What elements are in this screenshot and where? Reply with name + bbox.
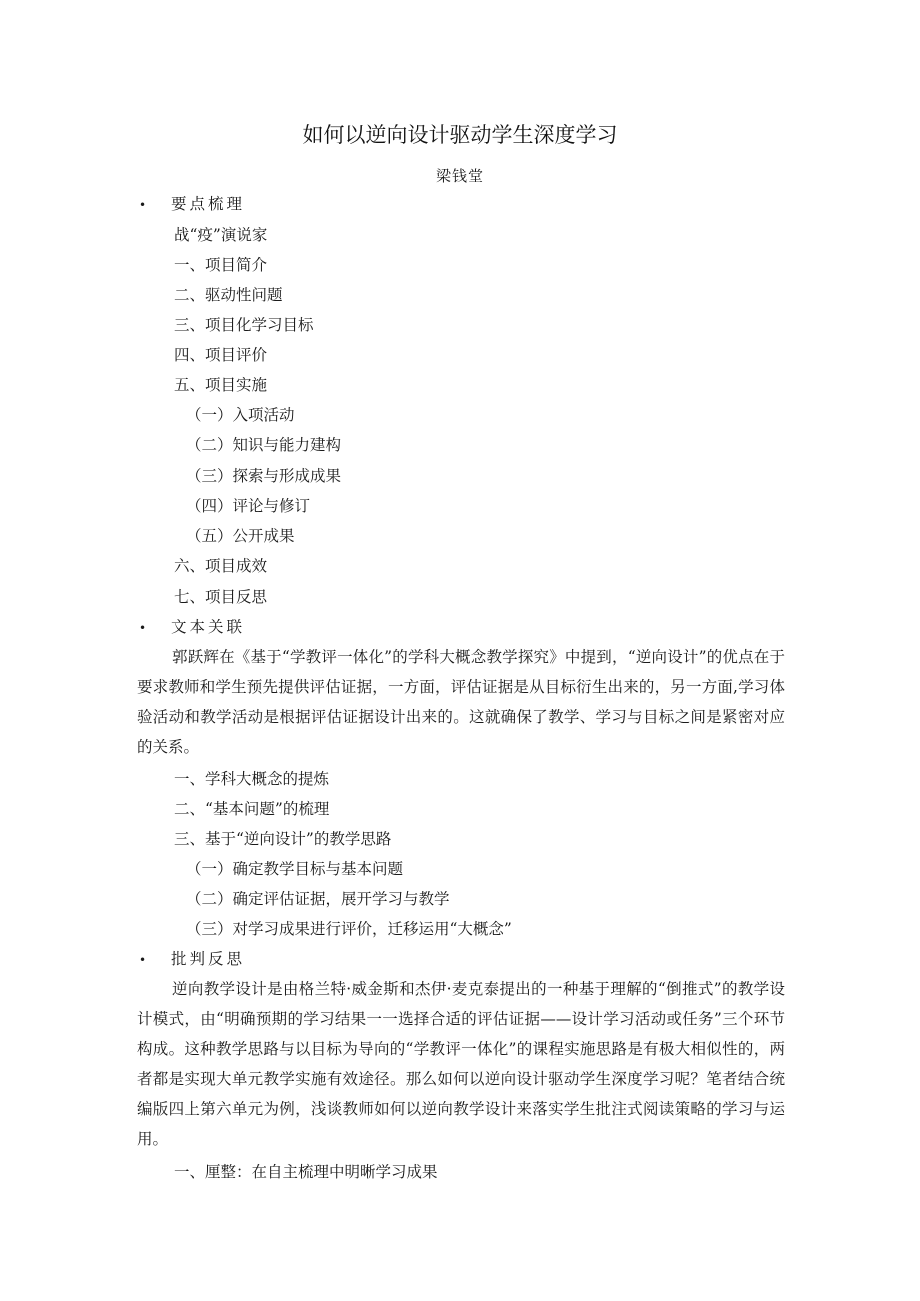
outline-subitem: （五）公开成果 <box>186 527 295 545</box>
outline-item: 一、项目简介 <box>174 256 268 274</box>
section-heading: 文本关联 <box>171 618 246 636</box>
outline-subitem: （三）对学习成果进行评价，迁移运用“大概念” <box>186 920 512 938</box>
body-paragraph: 郭跃辉在《基于“学教评一体化”的学科大概念教学探究》中提到，“逆向设计”的优点在于要求教师和学生预先提供评估证据，一方面，评估证据是从目标衍生出来的，另一方面,学习体验活动和教学活动是根据评估证据设计出来的。这就确保了教学、学习与目标之间是紧密对应的关系。 <box>137 648 785 756</box>
outline-subitem: （一）确定教学目标与基本问题 <box>186 860 404 878</box>
outline-item: 三、项目化学习目标 <box>174 316 314 334</box>
bullet-marker: • <box>139 621 147 635</box>
outline-item: 四、项目评价 <box>174 346 268 364</box>
outline-item: 一、学科大概念的提炼 <box>174 770 330 788</box>
outline-item: 六、项目成效 <box>174 557 268 575</box>
document-title: 如何以逆向设计驱动学生深度学习 <box>302 123 618 147</box>
outline-subitem: （一）入项活动 <box>186 406 295 424</box>
outline-item: 二、“基本问题”的梳理 <box>174 800 330 818</box>
section-heading: 要点梳理 <box>171 195 246 213</box>
outline-item: 五、项目实施 <box>174 376 268 394</box>
outline-subitem: （三）探索与形成成果 <box>186 467 342 485</box>
outline-subitem: （四）评论与修订 <box>186 497 311 515</box>
document-author: 梁钱堂 <box>435 167 484 185</box>
outline-item: 三、基于“逆向设计”的教学思路 <box>174 830 392 848</box>
outline-item: 七、项目反思 <box>174 588 268 606</box>
body-paragraph: 逆向教学设计是由格兰特·威金斯和杰伊·麦克泰提出的一种基于理解的“倒推式”的教学设计模式，由“明确预期的学习结果一一选择合适的评估证据——设计学习活动或任务”三个环节构成。这种教学思路与以目标为导向的“学教评一体化”的课程实施思路是有极大相似性的，两者都是实现大单元教学实施有效途径。那么如何以逆向设计驱动学生深度学习呢？笔者结合统编版四上第六单元为例，浅谈教师如何以逆向教学设计来落实学生批注式阅读策略的学习与运用。 <box>137 980 785 1148</box>
outline-item: 二、驱动性问题 <box>174 286 283 304</box>
outline-subitem: （二）确定评估证据，展开学习与教学 <box>186 890 450 908</box>
bullet-marker: • <box>139 953 147 967</box>
outline-item: 一、厘整：在自主梳理中明晰学习成果 <box>174 1163 438 1181</box>
section-heading: 批判反思 <box>171 950 246 968</box>
outline-subitem: （二）知识与能力建构 <box>186 436 342 454</box>
bullet-marker: • <box>139 198 147 212</box>
outline-item: 战“疫”演说家 <box>174 226 268 244</box>
